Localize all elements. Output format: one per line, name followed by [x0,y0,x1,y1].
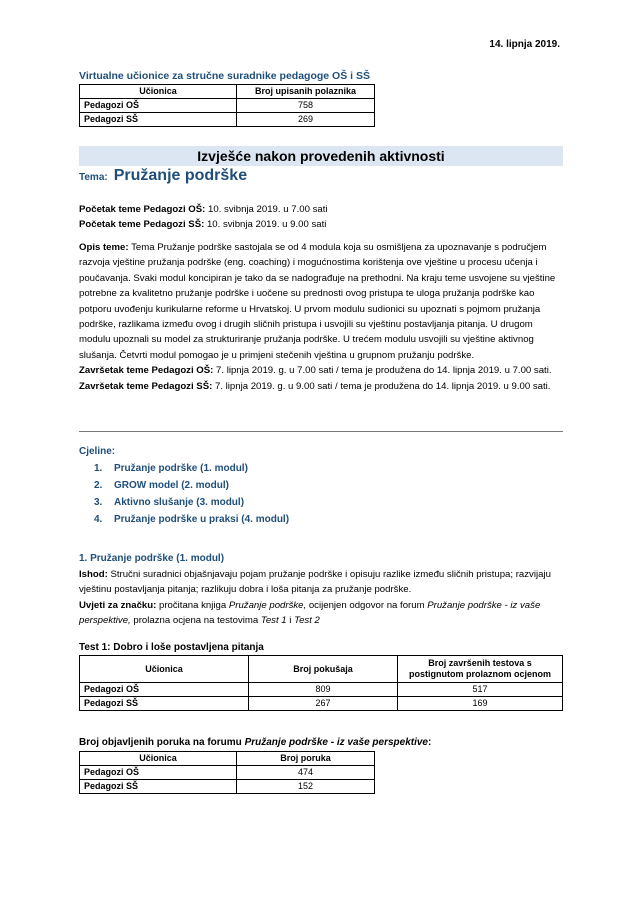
table-row: Pedagozi OŠ 809 517 [80,683,563,697]
description-text: Tema Pružanje podrške sastojala se od 4 modula koja su osmišljena za upoznavanje s područjem razvoja vještine pružanja podrške (eng. coaching) i mogućnostima korištenja ove vještine u procesu učenja i poučavanja. Svaki modul koncipiran je tako da se nadograđuje na prethodni. Na kraju teme usvojene su vještine potrebne za kvalitetno pružanje podrške i uočene su prednosti ovog pristupa te uloga pružanja podrške kao potporu uvođenju kurikularne reforme u Hrvatskoj. U prvom modulu sudionici su upoznati s pojmom pružanja podrške, razlikama između ovog i drugih sličnih pristupa i usvojili su vještinu postavljanja pitanja. U drugom modulu upoznali su model za strukturiranje pružanja podrške. U trećem modulu usvojili su vještine aktivnog slušanja. Četvrti modul pomogao je u primjeni stečenih vještina u grupnom pružanju podrške. [79,242,556,361]
table-row: Pedagozi SŠ 267 169 [80,697,563,711]
table-row [80,113,375,127]
column-header-messages: Broj poruka [237,752,375,766]
classroom-subtitle: Virtualne učionice za stručne suradnike pedagoge OŠ i SŠ [79,70,370,82]
description-label: Opis teme: [79,242,129,253]
column-header-enrolled: Broj upisanih polaznika [237,85,375,99]
table-header-row [80,752,375,766]
list-item: 3. Aktivno slušanje (3. modul) [94,496,245,508]
test1-heading: Test 1: Dobro i loše postavljena pitanja [79,642,264,653]
forum-table [79,751,375,794]
topic-label: Tema: [79,172,108,183]
topic-title: Pružanje podrške [113,167,248,184]
topic-description [79,240,563,394]
outcome-paragraph: Ishod: Stručni suradnici objašnjavaju pojam pružanje podrške i opisuju razlike između sličnih pristupa; razvijaju vještinu postavljanja pitanja; razlikuju dobra i loša pitanja za pružanje podrške. [79,569,551,596]
table-header-row [80,85,375,99]
table-row: Pedagozi OŠ 474 [80,766,375,780]
units-heading: Cjeline: [79,446,116,457]
module1-details [79,567,563,629]
row-value: 269 [237,113,375,127]
row-label: Pedagozi SŠ [80,113,237,127]
topic-line [79,167,247,185]
column-header-classroom: Učionica [80,85,237,99]
list-item: 1. Pružanje podrške (1. modul) [94,463,248,474]
report-banner: Izvješće nakon provedenih aktivnosti [79,146,563,166]
test1-table [79,655,563,711]
list-item: 4. Pružanje podrške u praksi (4. modul) [94,513,290,525]
section-divider [79,431,563,432]
start-ss-line: Početak teme Pedagozi SŠ: 10. svibnja 2019. u 9.00 sati [79,219,327,231]
enrollment-table [79,84,375,127]
table-row [80,99,375,113]
row-value: 758 [237,99,375,113]
end-os-line: Završetak teme Pedagozi OŠ: 7. lipnja 2019. g. u 7.00 sati / tema je produžena do 14. lipnja 2019. u 7.00 sati. [79,365,552,377]
column-header-passed: Broj završenih testova s postignutom prolaznom ocjenom [398,656,563,683]
row-label: Pedagozi OŠ [80,99,237,113]
table-header-row [80,656,563,683]
start-dates [79,202,563,233]
forum-heading: Broj objavljenih poruka na forumu Pružanje podrške - iz vaše perspektive: [79,737,432,748]
list-item: 2. GROW model (2. modul) [94,479,229,491]
table-row: Pedagozi SŠ 152 [80,780,375,794]
column-header-classroom: Učionica [80,752,237,766]
module1-heading: 1. Pružanje podrške (1. modul) [79,553,225,564]
start-os-line: Početak teme Pedagozi OŠ: 10. svibnja 2019. u 7.00 sati [79,204,328,215]
units-list [79,461,563,529]
badge-conditions: Uvjeti za značku: pročitana knjiga Pružanje podrške, ocijenjen odgovor na forum Pružanje podrške - iz vaše perspektive, prolazna ocjena na testovima Test 1 i Test 2 [79,599,541,627]
column-header-classroom: Učionica [80,656,249,683]
end-ss-line: Završetak teme Pedagozi SŠ: 7. lipnja 2019. g. u 9.00 sati / tema je produžena do 14. lipnja 2019. u 9.00 sati. [79,380,551,392]
column-header-attempts: Broj pokušaja [249,656,398,683]
report-date: 14. lipnja 2019. [489,39,560,50]
